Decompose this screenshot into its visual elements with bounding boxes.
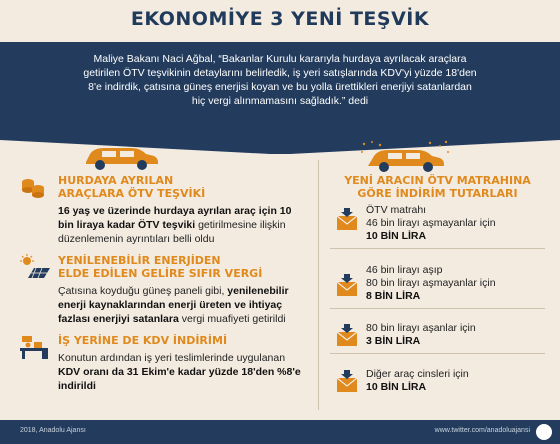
envelope-down-icon [336, 324, 358, 348]
tax-item [330, 264, 545, 303]
section-workplace-vat [20, 334, 310, 393]
renewable-body [58, 284, 310, 326]
tax-item-divider [330, 248, 545, 249]
tax-item-label: 80 bin lirayı aşanlar için [366, 322, 476, 334]
tax-item-text [366, 368, 545, 394]
tax-item-label: 46 bin lirayı aşıp [366, 264, 443, 276]
scrap-body-bold: 16 yaş ve üzerinde hurdaya ayrılan araç için 10 bin liraya kadar ÖTV teşviki [58, 205, 292, 231]
workplace-body-pre: Konutun ardından iş yeri teslimlerinde uygulanan [58, 352, 286, 364]
section-renewable-energy [20, 254, 310, 326]
column-divider [318, 160, 319, 410]
solar-panel-icon [20, 254, 50, 280]
workplace-title: İŞ YERİNE DE KDV İNDİRİMİ [58, 334, 228, 347]
car-icon [80, 142, 160, 172]
tax-item-label-2: 80 bin lirayı aşmayanlar için [366, 277, 496, 289]
tax-item [330, 322, 545, 348]
footer [0, 420, 560, 444]
tax-item-value: 3 BİN LİRA [366, 335, 421, 347]
envelope-down-icon [336, 370, 358, 394]
workplace-body-bold: KDV oranı da 31 Ekim'e kadar yüzde 18'den %8'e indirildi [58, 366, 301, 392]
envelope-down-icon [336, 274, 358, 298]
renewable-body-bold: yenilenebilir enerji kaynaklarından enerji üreten ve ihtiyaç fazlası enerjiyi satanlara [58, 285, 289, 325]
scrap-title [58, 174, 310, 200]
header [0, 0, 560, 42]
tax-item-value: 8 BİN LİRA [366, 290, 421, 302]
tax-item-label: ÖTV matrahı [366, 204, 427, 216]
scrap-title-line1: HURDAYA AYRILAN [58, 174, 174, 187]
envelope-down-icon [336, 208, 358, 232]
tax-item-value: 10 BİN LİRA [366, 381, 427, 393]
quote-band [0, 42, 560, 134]
tax-item-text [366, 322, 545, 348]
scrap-body [58, 204, 310, 246]
tax-item-value: 10 BİN LİRA [366, 230, 427, 242]
tax-item [330, 368, 545, 394]
page-title: EKONOMİYE 3 YENİ TEŞVİK [130, 8, 430, 30]
tax-item-divider [330, 353, 545, 354]
coins-icon [20, 174, 46, 200]
section-scrap-vehicle [20, 174, 310, 246]
tax-item [330, 204, 545, 243]
tax-item-divider [330, 308, 545, 309]
office-desk-icon [20, 334, 50, 360]
tax-item-text [366, 264, 545, 303]
workplace-body [58, 351, 310, 393]
scrap-body-rest: getirilmesine ilişkin düzenlemenin ayrıntıları belli oldu [58, 219, 286, 245]
matrah-title [330, 174, 545, 200]
scrap-title-line2: ARAÇLARA ÖTV TEŞVİKİ [58, 187, 206, 200]
new-car-icon [360, 140, 450, 172]
renewable-body-post: vergi muafiyeti getirildi [178, 313, 286, 325]
renewable-title [58, 254, 310, 280]
tax-item-label-2: 46 bin lirayı aşmayanlar için [366, 217, 496, 229]
matrah-title-line1: YENİ ARACIN ÖTV MATRAHINA [344, 174, 531, 187]
renewable-title-line2: ELDE EDİLEN GELİRE SIFIR VERGİ [58, 267, 263, 280]
renewable-body-pre: Çatısına koyduğu güneş paneli gibi, [58, 285, 228, 297]
footer-twitter-link[interactable]: www.twitter.com/anadoluajansi [434, 427, 530, 434]
footer-credit: 2018, Anadolu Ajansı [20, 427, 86, 434]
renewable-title-line1: YENİLENEBİLİR ENERJİDEN [58, 254, 221, 267]
tax-item-label: Diğer araç cinsleri için [366, 368, 469, 380]
matrah-title-line2: GÖRE İNDİRİM TUTARLARI [357, 187, 518, 200]
tax-item-text [366, 204, 545, 243]
aa-logo-icon [536, 424, 552, 440]
minister-quote: Maliye Bakanı Naci Ağbal, “Bakanlar Kurulu kararıyla hurdaya ayrılacak araçlara getirilen ÖTV teşvikinin detaylarını belirledik, iş yeri satışlarında KDV'yi yüzde 18'den 8'e indirdik, çatısına güneş enerjisi koyan ve bu yolla ürettikleri enerjiyi satanlardan hiç vergi alınmamasını sağladık.” dedi [83, 53, 477, 107]
